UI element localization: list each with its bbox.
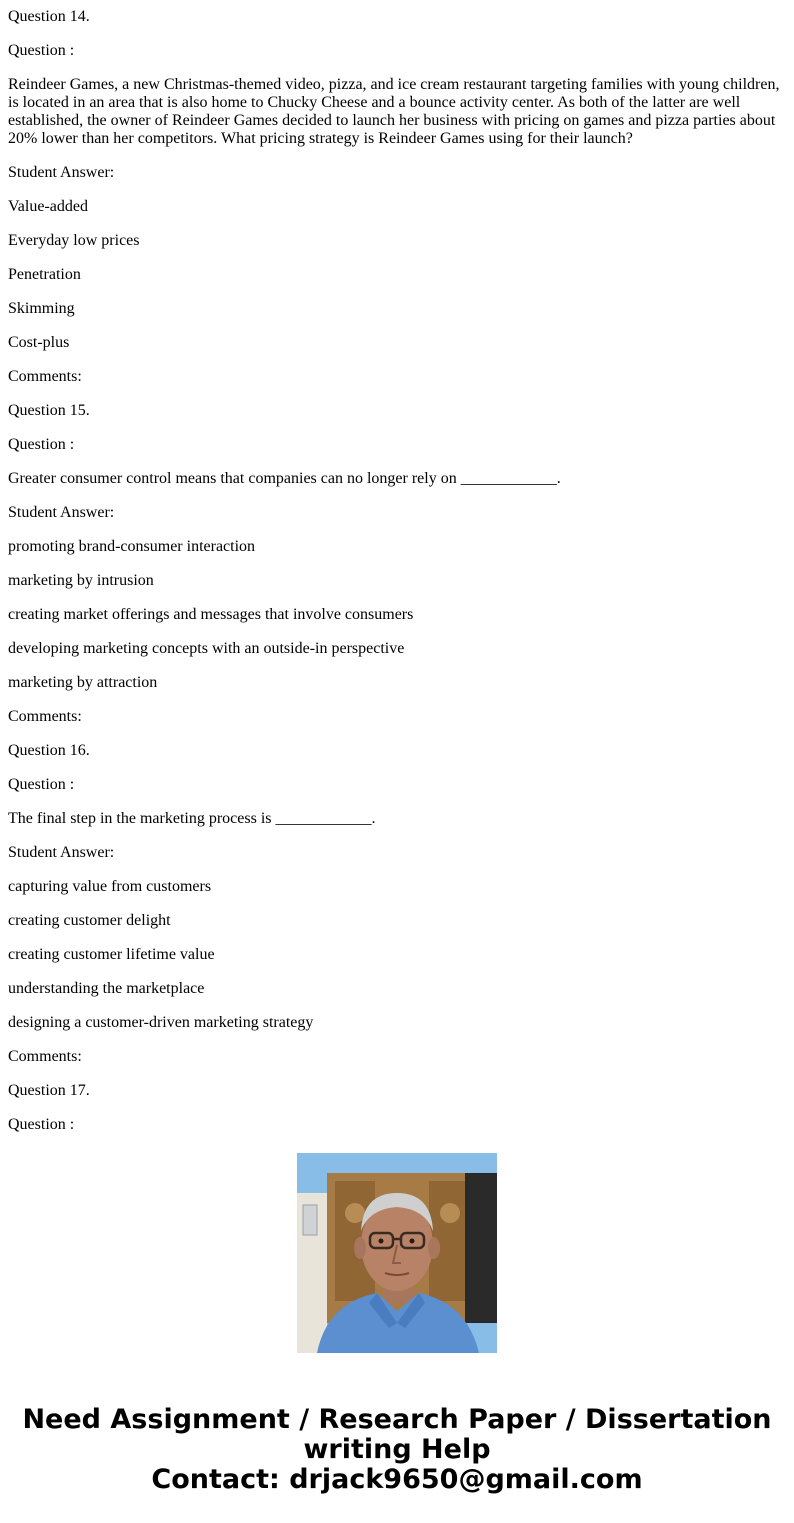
comments-label: Comments: (8, 708, 82, 725)
author-portrait-image (297, 1153, 497, 1353)
answer-option: developing marketing concepts with an outside-in perspective (8, 640, 405, 657)
question-number: Question 17. (8, 1082, 90, 1099)
answer-option: capturing value from customers (8, 878, 212, 895)
promo-footer (0, 1123, 794, 1523)
student-answer-label: Student Answer: (8, 844, 115, 861)
answer-option: Cost-plus (8, 334, 70, 351)
question-text: Greater consumer control means that companies can no longer rely on ____________. (8, 470, 561, 487)
answer-option: Skimming (8, 300, 75, 317)
comments-label: Comments: (8, 368, 82, 385)
answer-option: Value-added (8, 198, 88, 215)
answer-option: marketing by attraction (8, 674, 158, 691)
answer-option: creating customer lifetime value (8, 946, 215, 963)
answer-option: designing a customer-driven marketing strategy (8, 1014, 314, 1031)
promo-contact: Contact: drjack9650@gmail.com (151, 1464, 643, 1495)
promo-line-2: writing Help (303, 1434, 491, 1465)
question-number: Question 15. (8, 402, 90, 419)
promo-line-1: Need Assignment / Research Paper / Dissertation (22, 1404, 772, 1435)
question-label: Question : (8, 436, 75, 453)
student-answer-label: Student Answer: (8, 504, 115, 521)
answer-option: creating customer delight (8, 912, 171, 929)
question-number: Question 16. (8, 742, 90, 759)
answer-option: understanding the marketplace (8, 980, 205, 997)
comments-label: Comments: (8, 1048, 82, 1065)
answer-option: creating market offerings and messages that involve consumers (8, 606, 414, 623)
answer-option: marketing by intrusion (8, 572, 154, 589)
document-body (8, 0, 786, 1133)
promo-text (0, 1405, 794, 1495)
question-label: Question : (8, 42, 75, 59)
question-label: Question : (8, 1116, 75, 1133)
answer-option: promoting brand-consumer interaction (8, 538, 256, 555)
question-text: The final step in the marketing process is ____________. (8, 810, 376, 827)
student-answer-label: Student Answer: (8, 164, 115, 181)
question-label: Question : (8, 776, 75, 793)
question-text: Reindeer Games, a new Christmas-themed video, pizza, and ice cream restaurant targeting families with young children, is located in an area that is also home to Chucky Cheese and a bounce activity center. As both of the latter are well established, the owner of Reindeer Games decided to launch her business with pricing on games and pizza parties about 20% lower than her competitors. What pricing strategy is Reindeer Games using for their launch? (8, 76, 780, 147)
question-number: Question 14. (8, 8, 90, 25)
answer-option: Everyday low prices (8, 232, 140, 249)
author-avatar (297, 1153, 497, 1353)
answer-option: Penetration (8, 266, 81, 283)
